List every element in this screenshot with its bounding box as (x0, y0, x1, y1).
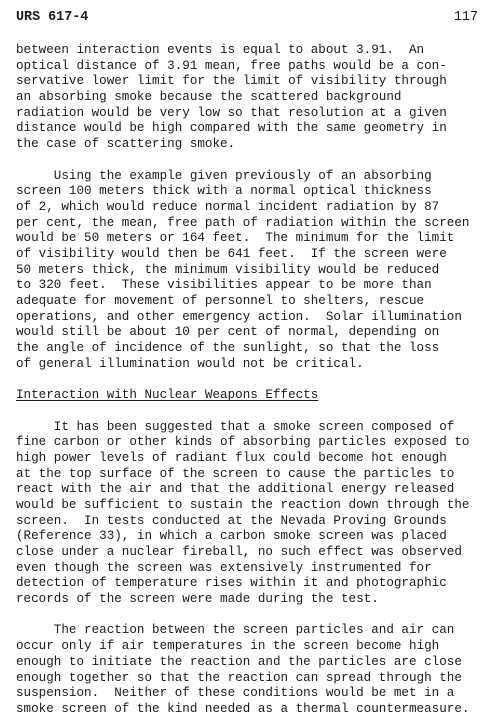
text-line: fine carbon or other kinds of absorbing particles exposed to (16, 435, 470, 450)
paragraph-gap (16, 608, 486, 624)
text-line: an absorbing smoke because the scattered background (16, 90, 402, 105)
text-line: close under a nuclear fireball, no such effect was observed (16, 545, 462, 559)
text-line: screen 100 meters thick with a normal optical thickness (16, 184, 432, 199)
text-line: enough together so that the reaction can spread through the (16, 670, 462, 685)
paragraph-gap (16, 372, 486, 388)
text-line: at the top surface of the screen to cause the particles to (16, 466, 455, 481)
section-heading: Interaction with Nuclear Weapons Effects (16, 388, 319, 403)
text-line: operations, and other emergency action. Solar illumination (16, 309, 462, 324)
text-line: distance would be high compared with the same geometry in (16, 121, 447, 136)
paragraph-gap (16, 153, 486, 169)
paragraph-visibility-limit (16, 43, 486, 153)
text-line: It has been suggested that a smoke screen composed of (16, 419, 455, 434)
text-line: react with the air and that the additional energy released (16, 482, 455, 497)
text-line: per cent, the mean, free path of radiation within the screen (16, 215, 470, 230)
paragraph-nevada-tests (16, 420, 486, 608)
text-line: of 2, which would reduce normal incident radiation by 87 (16, 199, 440, 214)
text-line: screen. In tests conducted at the Nevada Proving Grounds (16, 513, 447, 528)
text-line: the case of scattering smoke. (16, 137, 236, 152)
page-number: 117 (453, 10, 478, 25)
text-line: (Reference 33), in which a carbon smoke screen was placed (16, 529, 447, 544)
text-line: The reaction between the screen particles and air can (16, 623, 455, 638)
page-header (16, 10, 478, 26)
text-line: the angle of incidence of the sunlight, so that the loss (16, 341, 440, 356)
text-line: high power levels of radiant flux could become hot enough (16, 450, 447, 465)
text-line: would still be about 10 per cent of normal, depending on (16, 325, 440, 340)
text-line: suspension. Neither of these conditions would be met in a (16, 686, 455, 701)
text-line: 50 meters thick, the minimum visibility would be reduced (16, 262, 440, 277)
text-line: even though the screen was extensively instrumented for (16, 560, 432, 575)
text-line: of general illumination would not be critical. (16, 356, 364, 371)
text-line: servative lower limit for the limit of visibility through (16, 74, 447, 89)
text-line: adequate for movement of personnel to shelters, rescue (16, 294, 425, 308)
text-line: would be 50 meters or 164 feet. The minimum for the limit (16, 231, 455, 246)
text-line: detection of temperature rises within it and photographic (16, 576, 447, 591)
text-line: records of the screen were made during the test. (16, 592, 379, 607)
text-line: enough to initiate the reaction and the particles are close (16, 654, 462, 669)
text-line: Using the example given previously of an absorbing (16, 168, 432, 183)
text-line: of visibility would then be 641 feet. If the screen were (16, 246, 447, 261)
text-line: would be sufficient to sustain the reaction down through the (16, 497, 470, 512)
text-line: between interaction events is equal to about 3.91. An (16, 43, 425, 57)
text-line: occur only if air temperatures in the screen become high (16, 639, 440, 654)
text-line: to 320 feet. These visibilities appear to be more than (16, 278, 432, 293)
text-line: radiation would be very low so that resolution at a given (16, 105, 447, 120)
paragraph-reaction-conditions (16, 623, 486, 717)
paragraph-screen-example (16, 169, 486, 373)
text-line: optical distance of 3.91 mean, free paths would be a con- (16, 58, 447, 73)
paragraph-gap (16, 404, 486, 420)
text-line: smoke screen of the kind needed as a thermal countermeasure. (16, 701, 470, 716)
report-id: URS 617-4 (16, 10, 89, 25)
document-body (16, 43, 486, 718)
